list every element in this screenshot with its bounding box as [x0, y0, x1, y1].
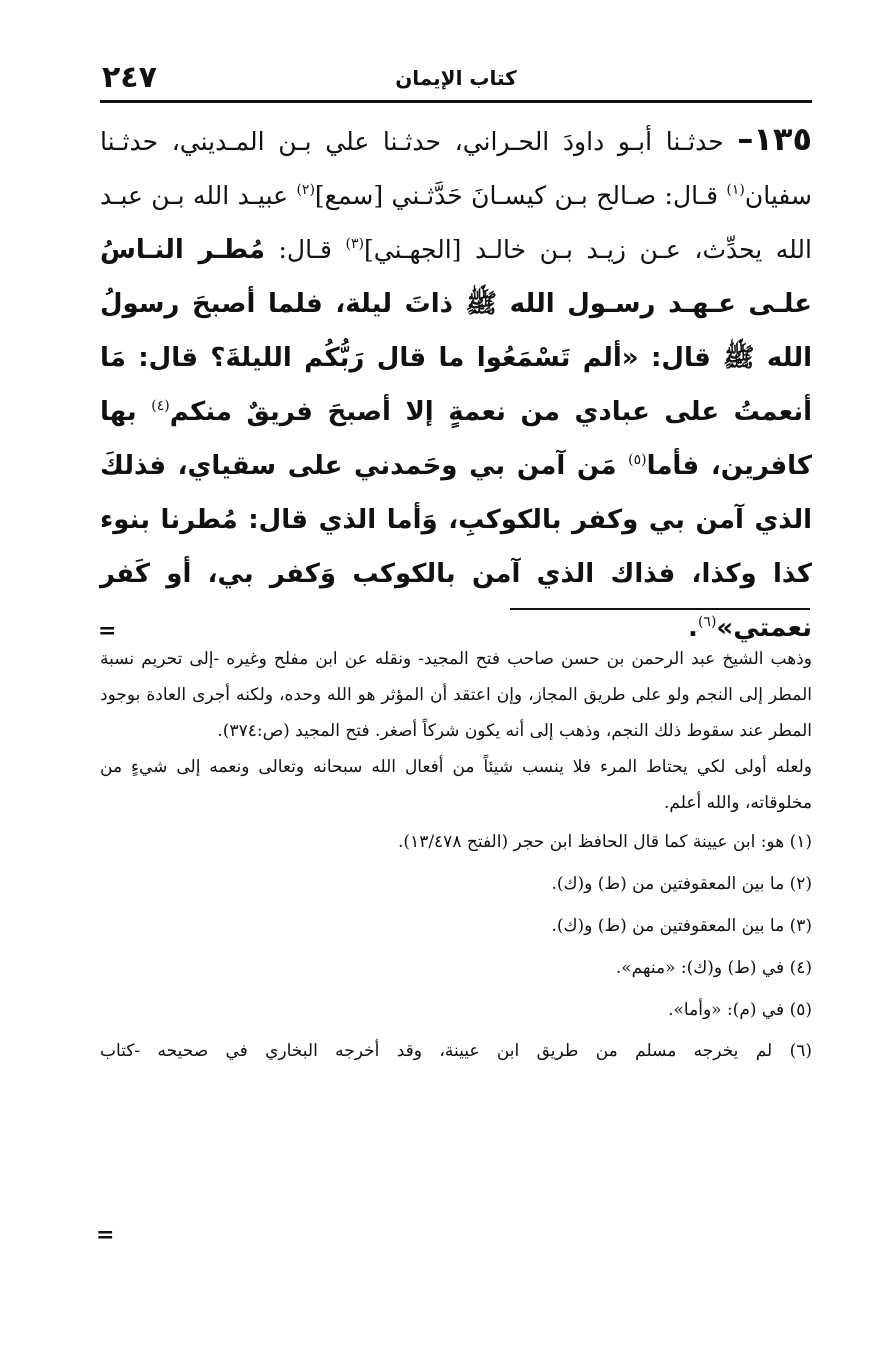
footnote-5: (٥) في (م): «وأما». [668, 1000, 812, 1020]
footnote-ref[interactable]: (١) [726, 182, 745, 198]
page-number: ٢٤٧ [102, 60, 157, 95]
footnote-ref[interactable]: (٥) [628, 452, 647, 468]
footnote-ref[interactable]: (٦) [697, 614, 717, 630]
isnad-segment: حدثـنا أبـو داودَ الحـراني، حدثـنا علي بـن المـديني، حدثـنا سفيان [100, 127, 812, 210]
footnote-2: (٢) ما بين المعقوفتين من (ط) و(ك). [551, 874, 812, 894]
continued-note: ولعله أولى لكي يحتاط المرء فلا ينسب شيئاً من أفعال الله سبحانه وتعالى ونعمه إلى شيءٍ من مخلوقاته، والله أعلم. [100, 757, 812, 813]
running-header [100, 58, 812, 103]
footnote-3: (٣) ما بين المعقوفتين من (ط) و(ك). [551, 916, 812, 936]
matn-segment: مَن آمن بي وحَمدني على سقياي، فذلكَ الذي آمن بي وكفر بالكوكبِ، وَأما الذي قال: مُطرنا بنوء كذا وكذا، فذاك الذي آمن بالكوكب وَكفر بي، أو كَفر نعمتي» [100, 451, 812, 643]
hadith-text [100, 112, 812, 655]
matn-segment: مُطـر النـاسُ علـى عـهـد رسـول الله ﷺ ذاتَ ليلة، فلما أصبحَ رسولُ الله ﷺ قال: «ألم تَسْمَعُوا ما قال رَبُّكُم الليلةَ؟ قال: مَا أنعمتُ على عبادي من نعمةٍ إلا أصبحَ فريقٌ منكم [100, 235, 812, 427]
matn-segment: بها كافرين، فأما [100, 397, 812, 481]
isnad-segment: قـال: صـالح بـن كيسـانَ حَدَّثـني [سمع] [314, 181, 727, 210]
isnad-segment: قـال: [264, 235, 346, 264]
footnote-separator [510, 608, 810, 610]
footnote-ref[interactable]: (٢) [296, 182, 315, 198]
continuation-mark-bottom: = [96, 1222, 115, 1248]
footnote-ref[interactable]: (٣) [345, 236, 364, 252]
footnotes-section [100, 641, 812, 1071]
continuation-mark-top: = [98, 618, 117, 644]
book-title: كتاب الإيمان [395, 66, 517, 90]
footnote-1: (١) هو: ابن عيينة كما قال الحافظ ابن حجر (الفتح ١٣/٤٧٨). [398, 832, 812, 852]
footnote-4: (٤) في (ط) و(ك): «منهم». [615, 958, 812, 978]
footnote-6: (٦) لم يخرجه مسلم من طريق ابن عيينة، وقد أخرجه البخاري في صحيحه -كتاب [100, 1041, 812, 1061]
isnad-segment: عبيـد الله بـن عبـد الله يحدِّث، عـن زيـد بـن خالـد [الجهـني] [100, 181, 812, 264]
footnote-ref[interactable]: (٤) [151, 398, 170, 414]
hadith-number: ١٣٥– [737, 120, 812, 158]
end-punctuation: . [688, 613, 698, 643]
continued-note: وذهب الشيخ عبد الرحمن بن حسن صاحب فتح المجيد- ونقله عن ابن مفلح وغيره -إلى تحريم نسبة المطر إلى النجم ولو على طريق المجاز، وإن اعتقد أن المؤثر هو الله وحده، ولكنه أجرى العادة بوجود المطر عند سقوط ذلك النجم، وذهب إلى أنه يكون شركاً أصغر. فتح المجيد (ص:٣٧٤). [100, 649, 812, 741]
